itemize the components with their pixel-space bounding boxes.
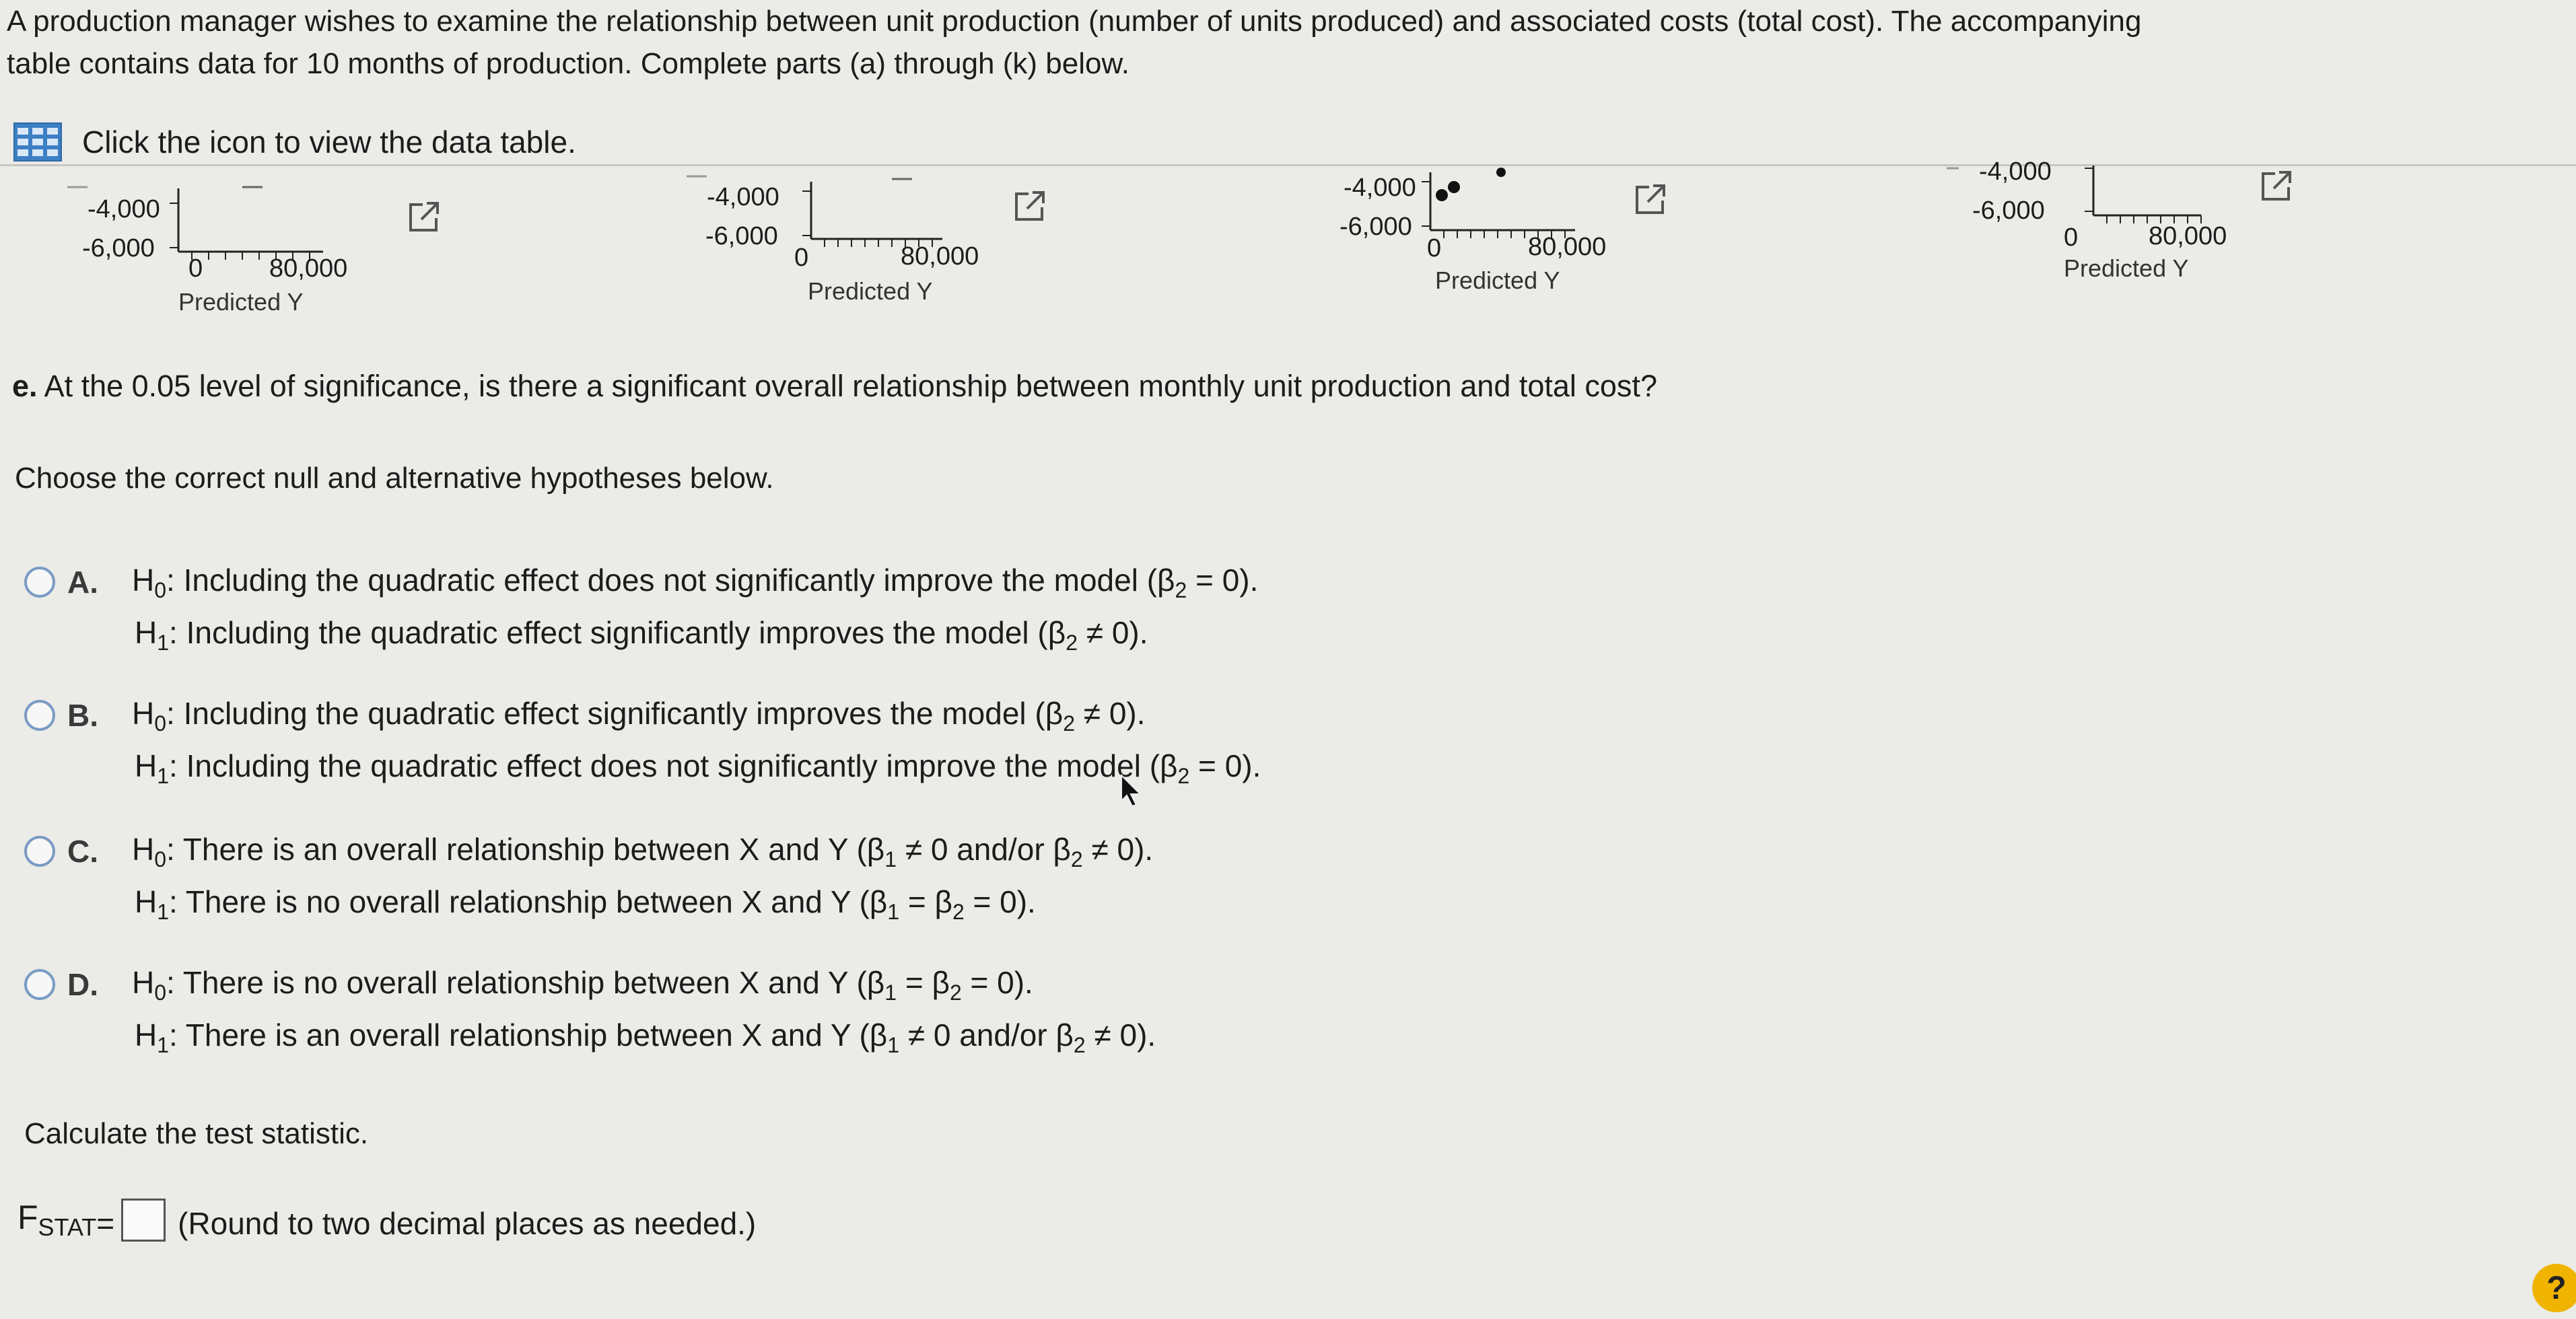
residual-plot-thumbnail-3[interactable] [1319, 159, 1898, 314]
y-tick-bottom: -6,000 [82, 234, 155, 262]
intro-line-2: table contains data for 10 months of production. Complete parts (a) through (k) below. [7, 47, 1130, 80]
x-tick-start: 0 [794, 244, 809, 272]
option-c[interactable] [24, 825, 1153, 930]
popout-icon[interactable] [1629, 178, 1672, 221]
y-tick-top: -4,000 [1979, 157, 2052, 186]
fstat-rounding-note: (Round to two decimal places as needed.) [178, 1206, 757, 1241]
fstat-input[interactable] [121, 1199, 166, 1242]
x-tick-end: 80,000 [269, 254, 348, 283]
h1-statement: $H_1$: Including the quadratic effect significantly improves the model $(\beta_2 \ne 0)$. [135, 614, 1148, 655]
y-tick-top: -4,000 [707, 183, 779, 211]
calculate-instruction: Calculate the test statistic. [24, 1117, 369, 1150]
x-axis-label: Predicted Y [808, 277, 933, 305]
x-tick-start: 0 [2064, 223, 2079, 252]
residual-plot-thumbnail-2[interactable] [660, 162, 1239, 316]
x-tick-start: 0 [1427, 234, 1442, 262]
option-a[interactable] [24, 556, 1258, 661]
option-c-radio[interactable] [24, 836, 55, 867]
question-e-prefix: e. [12, 369, 38, 403]
option-a-radio[interactable] [24, 567, 55, 598]
popout-icon[interactable] [2255, 164, 2298, 207]
fstat-equals: = [96, 1206, 115, 1241]
h0-statement: $H_0$: There is no overall relationship between X and Y $(\beta_1 = \beta_2 = 0)$. [132, 964, 1033, 1005]
mouse-cursor-icon [1117, 774, 1144, 806]
h0-statement: $H_0$: Including the quadratic effect significantly improves the model $(\beta_2 \ne 0)$. [132, 695, 1146, 736]
residual-plot-thumbnail-4[interactable] [1939, 157, 2517, 316]
x-tick-end: 80,000 [901, 242, 979, 271]
option-letter: C. [67, 834, 98, 869]
option-d[interactable] [24, 958, 1156, 1063]
y-tick-bottom: -6,000 [1972, 197, 2045, 225]
x-tick-end: 80,000 [2149, 222, 2227, 250]
choose-hypotheses-instruction: Choose the correct null and alternative hypotheses below. [15, 462, 774, 495]
option-d-radio[interactable] [24, 969, 55, 1000]
question-e-text: At the 0.05 level of significance, is there a significant overall relationship between monthly unit production and total cost? [44, 369, 1657, 403]
y-tick-bottom: -6,000 [705, 222, 778, 250]
h1-statement: $H_1$: There is an overall relationship between X and Y ($\beta_1 \ne 0$ and/or $\beta_2 \ne 0$). [135, 1017, 1156, 1057]
option-b[interactable] [24, 689, 1261, 794]
popout-icon[interactable] [1008, 184, 1051, 227]
residual-plot-thumbnail-1[interactable] [27, 168, 606, 323]
intro-line-1: A production manager wishes to examine the relationship between unit production (number of units produced) and associated costs (total cost). The accompanying [7, 5, 2142, 38]
x-axis-label: Predicted Y [2064, 254, 2189, 282]
fstat-label: $F_{STAT}$ [18, 1199, 97, 1241]
x-axis-label: Predicted Y [1435, 266, 1560, 294]
question-e [12, 369, 1657, 404]
x-axis-label: Predicted Y [178, 288, 304, 316]
y-tick-bottom: -6,000 [1339, 213, 1412, 241]
option-letter: D. [67, 967, 98, 1002]
fstat-answer-row [18, 1198, 756, 1242]
data-table-icon[interactable] [13, 122, 62, 162]
data-table-link-label[interactable]: Click the icon to view the data table. [82, 124, 576, 159]
help-button[interactable]: ? [2532, 1264, 2576, 1312]
y-tick-top: -4,000 [88, 195, 160, 223]
h1-statement: $H_1$: Including the quadratic effect does not significantly improve the model $(\beta_2 = 0)$. [135, 748, 1261, 788]
x-tick-start: 0 [188, 254, 203, 283]
popout-icon[interactable] [403, 195, 446, 238]
h0-statement: $H_0$: Including the quadratic effect does not significantly improve the model $(\beta_2 = 0)$. [132, 562, 1259, 602]
option-letter: A. [67, 565, 98, 600]
x-tick-end: 80,000 [1528, 233, 1607, 261]
option-b-radio[interactable] [24, 700, 55, 731]
h1-statement: $H_1$: There is no overall relationship between X and Y $(\beta_1 = \beta_2 = 0)$. [135, 884, 1036, 924]
h0-statement: $H_0$: There is an overall relationship between X and Y ($\beta_1 \ne 0$ and/or $\beta_2 \ne 0$). [132, 831, 1154, 871]
problem-intro [7, 0, 2551, 85]
y-tick-top: -4,000 [1344, 174, 1416, 202]
data-table-link[interactable] [13, 122, 576, 162]
option-letter: B. [67, 698, 98, 733]
